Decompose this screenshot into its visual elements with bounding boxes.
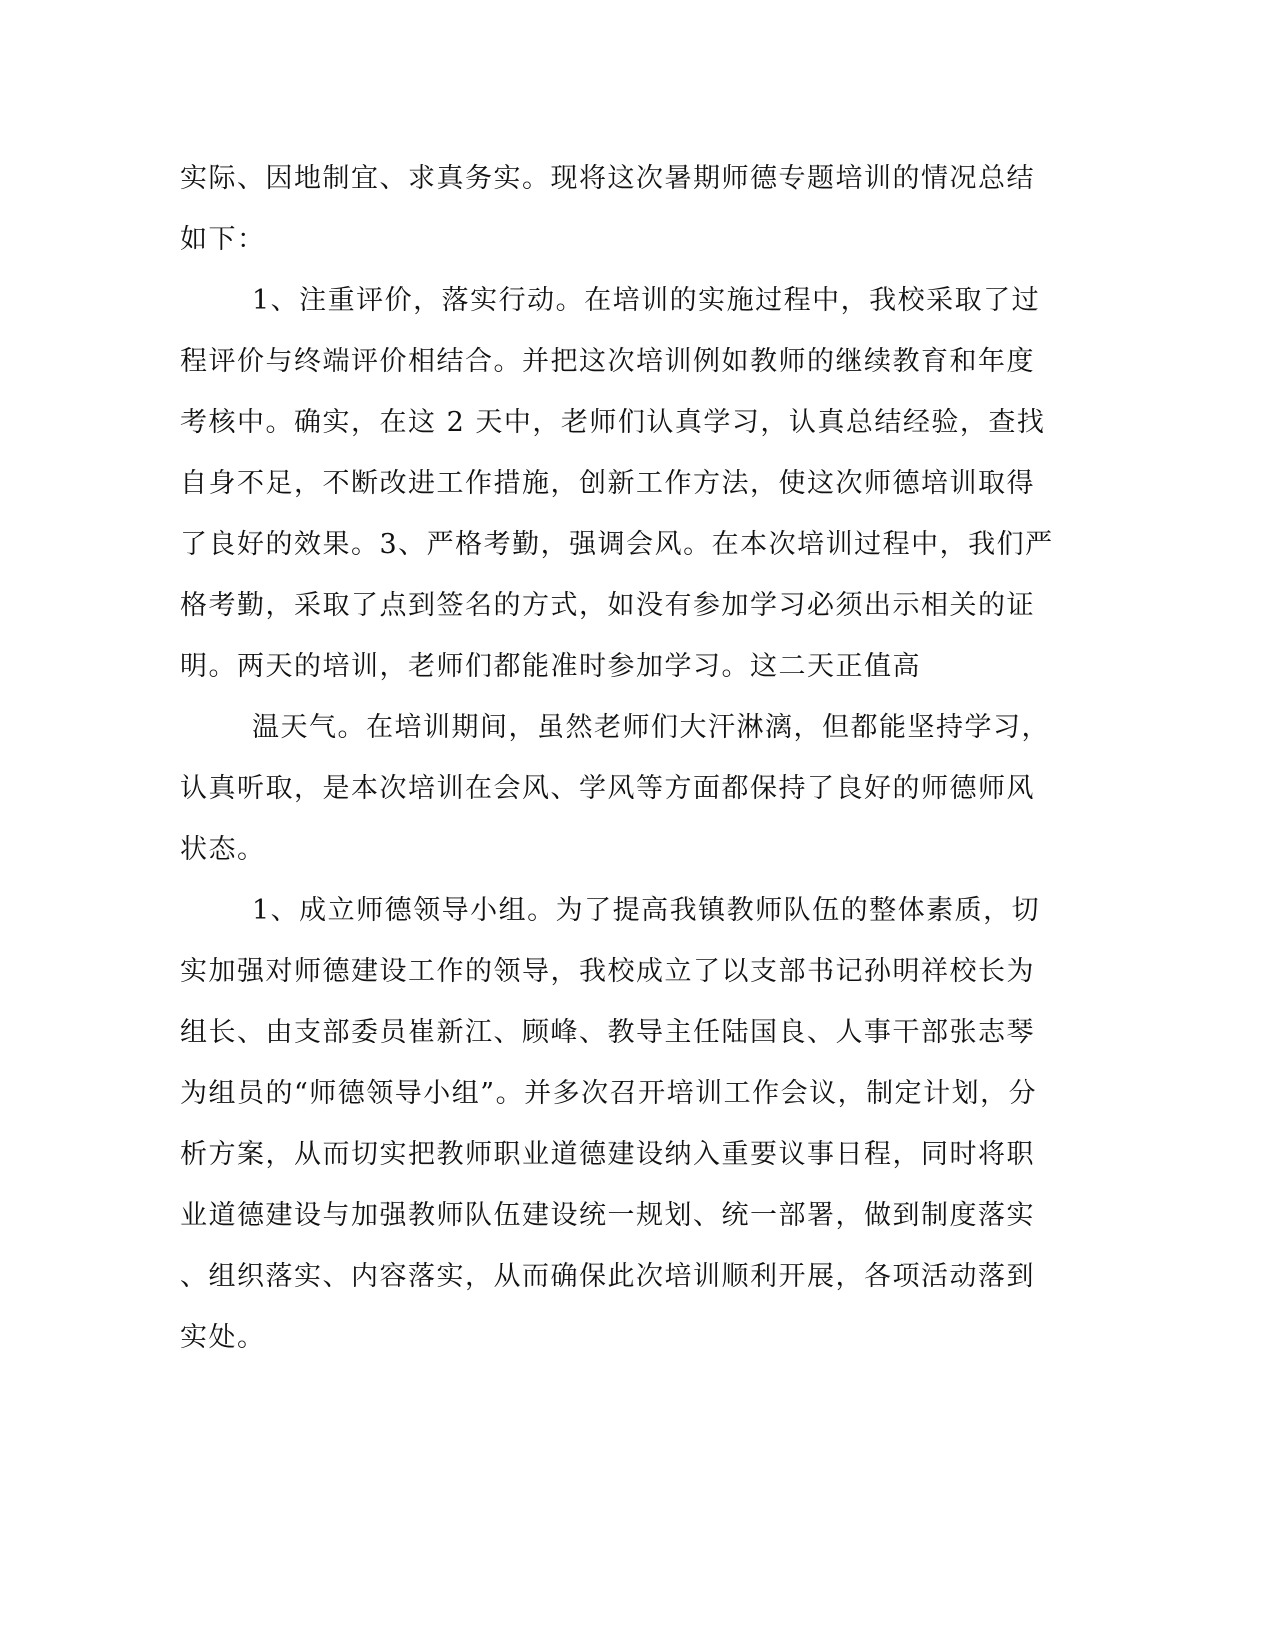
text-line: 析方案，从而切实把教师职业道德建设纳入重要议事日程，同时将职: [180, 1139, 1035, 1170]
document-page: [180, 148, 1054, 1368]
text-line: 、组织落实、内容落实，从而确保此次培训顺利开展，各项活动落到: [180, 1261, 1035, 1292]
text-line: 实处。: [180, 1322, 266, 1353]
text-line: 如下：: [180, 224, 266, 255]
text-line: 实际、因地制宜、求真务实。现将这次暑期师德专题培训的情况总结: [180, 163, 1035, 194]
text-line: 格考勤，采取了点到签名的方式，如没有参加学习必须出示相关的证: [180, 590, 1035, 621]
text-line: 考核中。确实，在这 2 天中，老师们认真学习，认真总结经验，查找: [180, 407, 1046, 438]
text-line: 为组员的“师德领导小组”。并多次召开培训工作会议，制定计划，分: [180, 1078, 1038, 1109]
text-line: 业道德建设与加强教师队伍建设统一规划、统一部署，做到制度落实: [180, 1200, 1035, 1231]
text-line: 明。两天的培训，老师们都能准时参加学习。这二天正值高: [180, 651, 921, 682]
paragraph-start-line: 1、成立师德领导小组。为了提高我镇教师队伍的整体素质，切: [252, 895, 1041, 926]
text-line: 程评价与终端评价相结合。并把这次培训例如教师的继续教育和年度: [180, 346, 1035, 377]
paragraph-start-line: 1、注重评价，落实行动。在培训的实施过程中，我校采取了过: [252, 285, 1041, 316]
text-line: 认真听取，是本次培训在会风、学风等方面都保持了良好的师德师风: [180, 773, 1035, 804]
paragraph-start-line: 温天气。在培训期间，虽然老师们大汗淋漓，但都能坚持学习，: [252, 712, 1050, 743]
text-line: 状态。: [180, 834, 266, 865]
text-line: 实加强对师德建设工作的领导，我校成立了以支部书记孙明祥校长为: [180, 956, 1035, 987]
text-line: 组长、由支部委员崔新江、顾峰、教导主任陆国良、人事干部张志琴: [180, 1017, 1035, 1048]
text-line: 自身不足，不断改进工作措施，创新工作方法，使这次师德培训取得: [180, 468, 1035, 499]
text-line: 了良好的效果。3、严格考勤，强调会风。在本次培训过程中，我们严: [180, 529, 1054, 560]
